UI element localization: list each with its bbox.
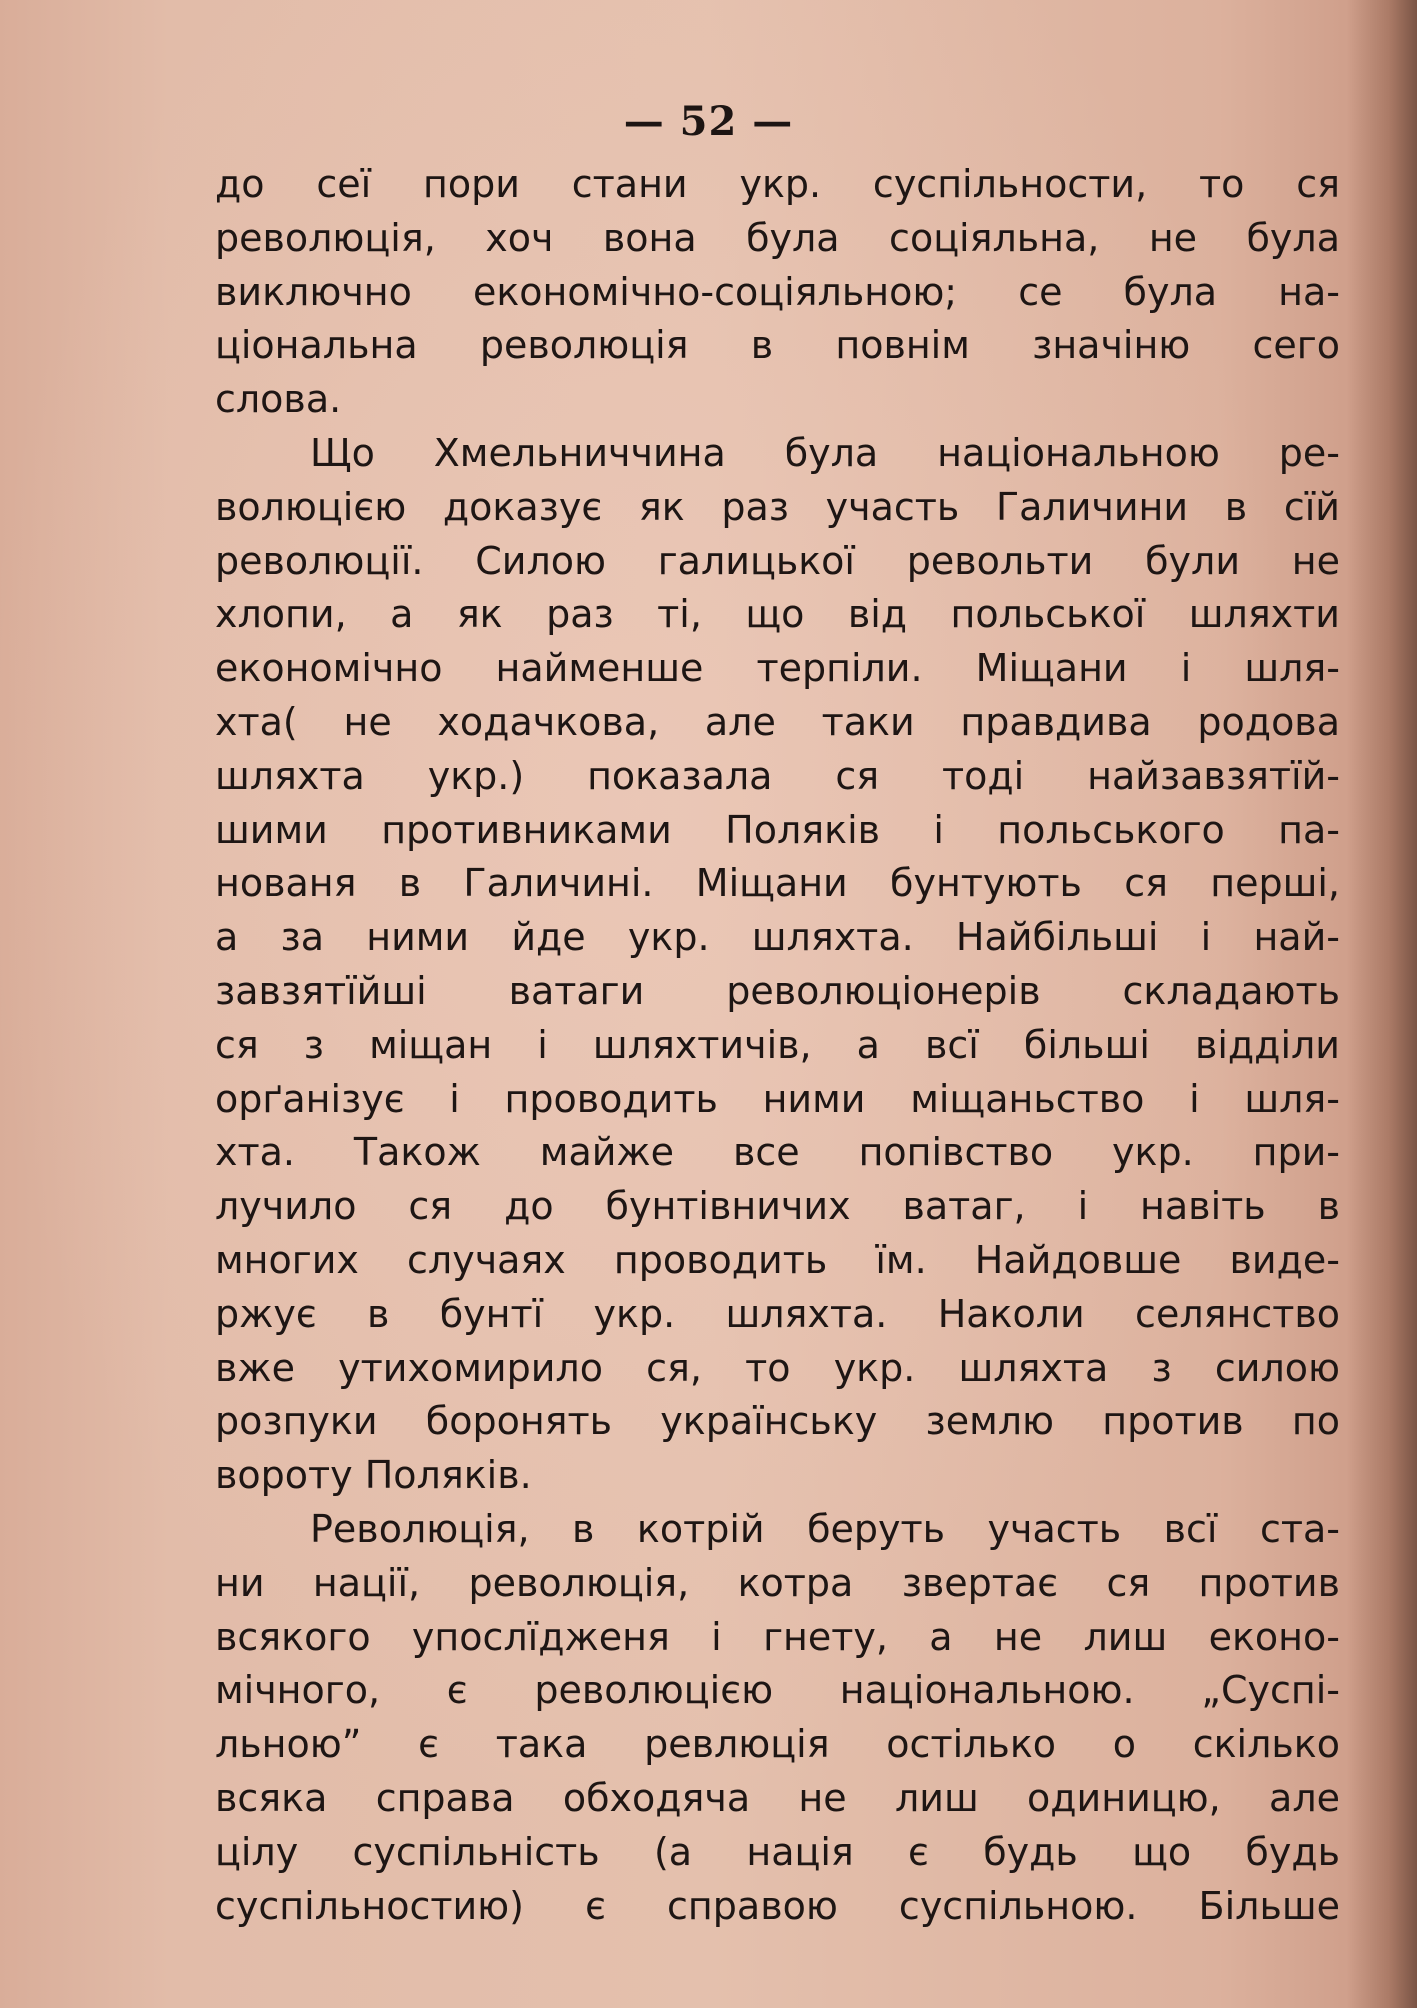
text-line: слова. xyxy=(215,377,342,422)
binding-shadow xyxy=(1347,0,1417,2008)
text-line: революція, хоч вона була соціяльна, не була xyxy=(215,215,1340,260)
text-line: мічного, є революцією національною. „Суспі- xyxy=(215,1668,1340,1713)
page-number: — 52 — xyxy=(623,98,794,145)
text-line: завзятїйші ватаги революціонерів складають xyxy=(215,968,1340,1013)
text-line: ни нації, революція, котра звертає ся против xyxy=(215,1560,1340,1605)
text-line: ржує в бунтї укр. шляхта. Наколи селянство xyxy=(215,1291,1340,1336)
text-line: шляхта укр.) показала ся тоді найзавзятїй- xyxy=(215,753,1340,798)
text-line: Революція, в котрій беруть участь всї ста- xyxy=(310,1506,1340,1551)
text-line: цілу суспільність (а нація є будь що будь xyxy=(215,1829,1340,1874)
text-line: розпуки боронять українську землю против по xyxy=(215,1399,1340,1444)
text-line: всякого упослїдженя і гнету, а не лиш еконо- xyxy=(215,1614,1340,1659)
text-line: хлопи, а як раз ті, що від польської шляхти xyxy=(215,592,1340,637)
text-line: вороту Поляків. xyxy=(215,1453,532,1498)
text-line: лучило ся до бунтівничих ватаг, і навіть в xyxy=(215,1184,1340,1229)
text-line: революції. Силою галицької револьти були не xyxy=(215,538,1340,583)
text-line: а за ними йде укр. шляхта. Найбільші і най- xyxy=(215,915,1340,960)
text-line: хта( не ходачкова, але таки правдива родова xyxy=(215,699,1340,744)
text-line: вже утихомирило ся, то укр. шляхта з силою xyxy=(215,1345,1340,1390)
text-line: суспільностию) є справою суспільною. Більше xyxy=(215,1883,1340,1928)
text-line: волюцією доказує як раз участь Галичини в сїй xyxy=(215,484,1340,529)
text-line: ціональна революція в повнім значіню сего xyxy=(215,323,1340,368)
text-line: виключно економічно-соціяльною; се була на- xyxy=(215,269,1340,314)
text-line: шими противниками Поляків і польського па- xyxy=(215,807,1340,852)
text-line: орґанізує і проводить ними міщаньство і шля- xyxy=(215,1076,1340,1121)
text-line: Що Хмельниччина була національною ре- xyxy=(310,430,1340,475)
text-line: всяка справа обходяча не лиш одиницю, але xyxy=(215,1775,1340,1820)
text-line: економічно найменше терпіли. Міщани і шля- xyxy=(215,646,1340,691)
text-line: льною” є така ревлюція остілько о скілько xyxy=(215,1722,1340,1767)
text-line: хта. Також майже все попівство укр. при- xyxy=(215,1130,1340,1175)
text-line: до сеї пори стани укр. суспільности, то ся xyxy=(215,162,1340,206)
text-line: нованя в Галичині. Міщани бунтують ся перші, xyxy=(215,861,1340,906)
text-line: ся з міщан і шляхтичів, а всї більші відділи xyxy=(215,1022,1340,1067)
text-line: многих случаях проводить їм. Найдовше виде- xyxy=(215,1237,1340,1282)
body-text xyxy=(215,158,1340,1933)
